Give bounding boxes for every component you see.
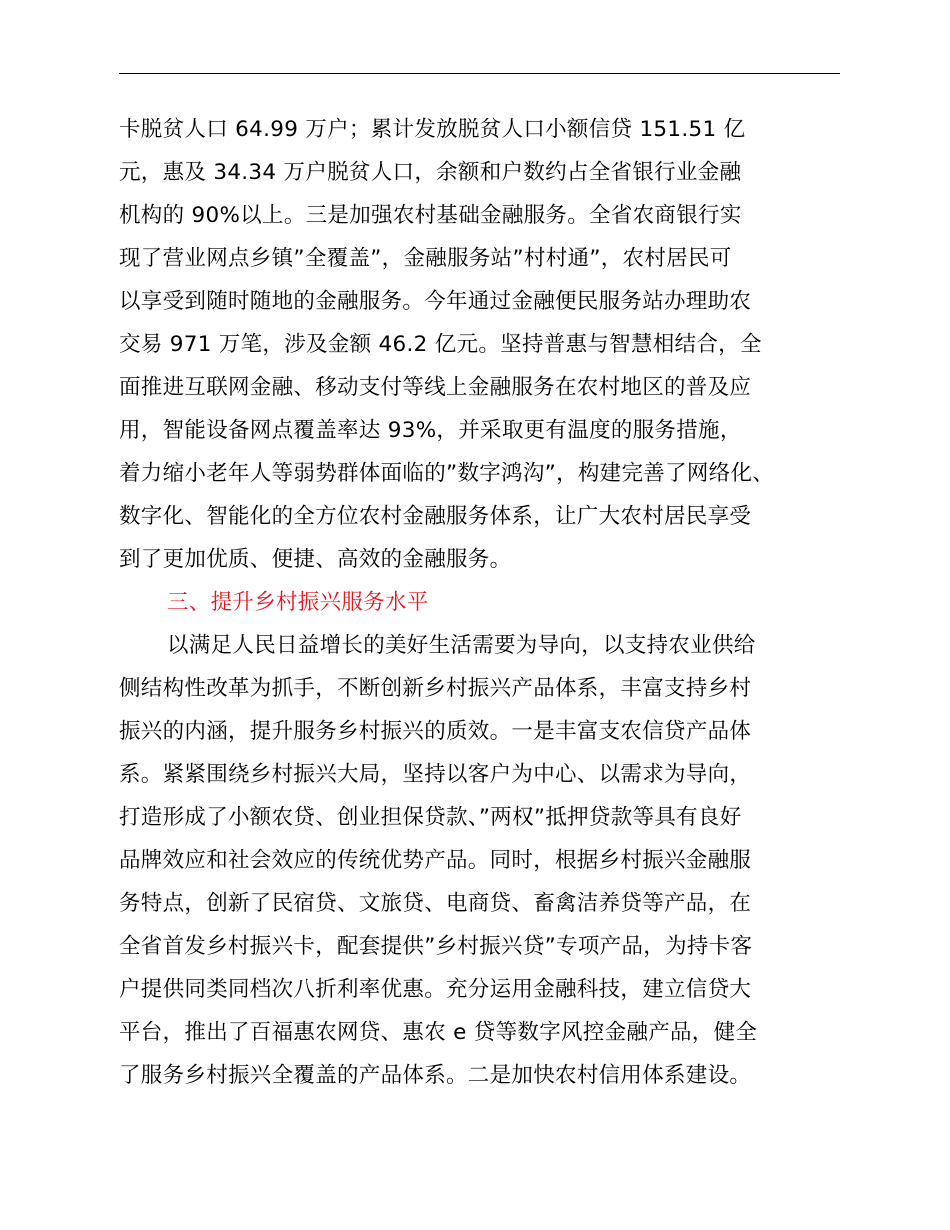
text-line: 着力缩小老年人等弱势群体面临的”数字鸿沟”，构建完善了网络化、 [119,461,775,486]
text-line: 务特点，创新了民宿贷、文旅贷、电商贷、畜禽洁养贷等产品，在 [119,891,752,916]
text-line: 平台，推出了百福惠农网贷、惠农 e 贷等数字风控金融产品，健全 [119,1020,758,1045]
section-heading: 三、提升乡村振兴服务水平 [167,590,429,615]
text-line: 元，惠及 34.34 万户脱贫人口，余额和户数约占全省银行业金融 [119,160,742,185]
text-line: 现了营业网点乡镇”全覆盖”，金融服务站”村村通”，农村居民可 [119,246,732,271]
text-line: 侧结构性改革为抓手，不断创新乡村振兴产品体系，丰富支持乡村 [119,676,752,701]
text-line: 振兴的内涵，提升服务乡村振兴的质效。一是丰富支农信贷产品体 [119,719,752,744]
text-line: 户提供同类同档次八折利率优惠。充分运用金融科技，建立信贷大 [119,977,752,1002]
text-line: 到了更加优质、便捷、高效的金融服务。 [119,547,512,572]
paragraph-2 [119,624,841,1097]
text-line: 用，智能设备网点覆盖率达 93%，并采取更有温度的服务措施， [119,418,742,443]
text-line: 以满足人民日益增长的美好生活需要为导向，以支持农业供给 [167,633,756,658]
text-line: 面推进互联网金融、移动支付等线上金融服务在农村地区的普及应 [119,375,752,400]
text-line: 系。紧紧围绕乡村振兴大局，坚持以客户为中心、以需求为导向， [119,762,752,787]
text-line: 全省首发乡村振兴卡，配套提供”乡村振兴贷”专项产品，为持卡客 [119,934,753,959]
header-rule [119,73,840,74]
text-line: 卡脱贫人口 64.99 万户；累计发放脱贫人口小额信贷 151.51 亿 [119,117,746,142]
text-line: 了服务乡村振兴全覆盖的产品体系。二是加快农村信用体系建设。 [119,1063,752,1088]
text-line: 打造形成了小额农贷、创业担保贷款、”两权”抵押贷款等具有良好 [119,805,742,830]
text-line: 品牌效应和社会效应的传统优势产品。同时，根据乡村振兴金融服 [119,848,752,873]
document-body [119,108,841,1097]
text-line: 交易 971 万笔，涉及金额 46.2 亿元。坚持普惠与智慧相结合，全 [119,332,762,357]
text-line: 机构的 90%以上。三是加强农村基础金融服务。全省农商银行实 [119,203,742,228]
text-line: 数字化、智能化的全方位农村金融服务体系，让广大农村居民享受 [119,504,752,529]
paragraph-1 [119,108,841,581]
text-line: 以享受到随时随地的金融服务。今年通过金融便民服务站办理助农 [119,289,752,314]
